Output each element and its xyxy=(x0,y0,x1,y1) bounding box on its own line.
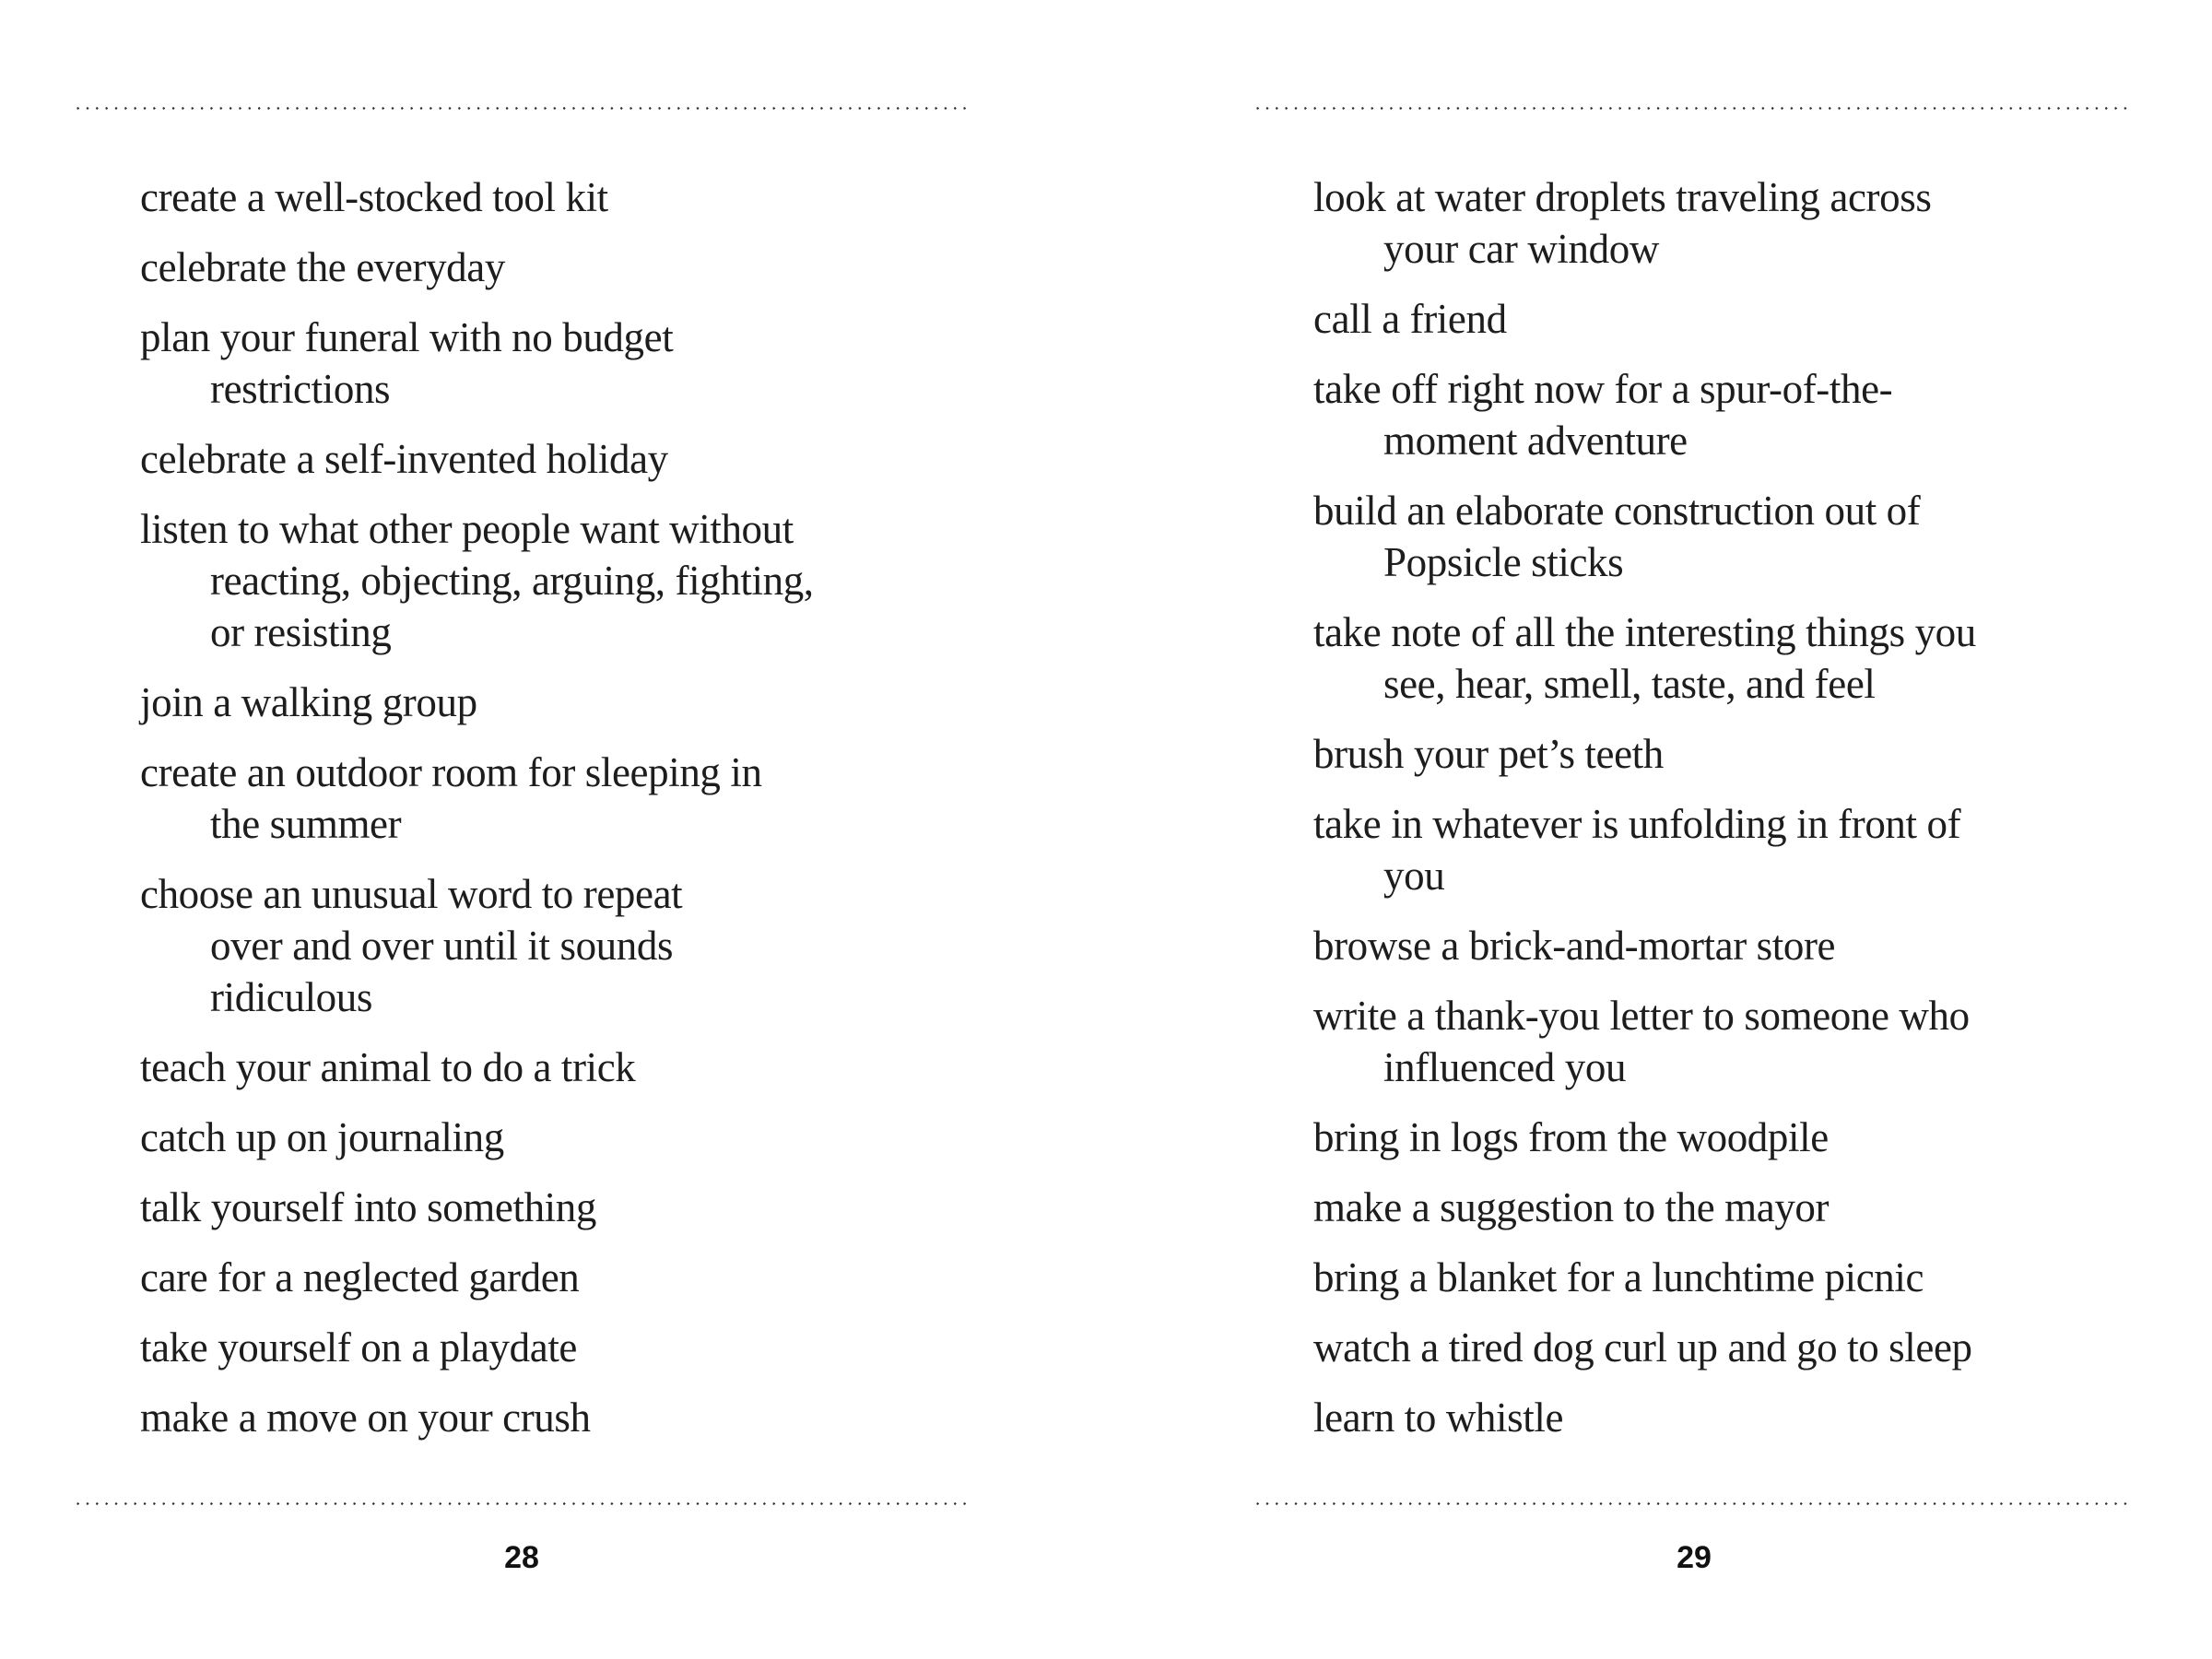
list-item xyxy=(1313,1182,2189,1233)
item-line: call a friend xyxy=(1313,296,1507,342)
page-number-right: 29 xyxy=(1677,1540,1712,1575)
item-line-continuation: see, hear, smell, taste, and feel xyxy=(1383,661,1876,707)
item-line-continuation: restrictions xyxy=(210,366,391,412)
list-item xyxy=(140,433,1053,485)
item-line: celebrate a self-invented holiday xyxy=(140,436,668,482)
activity-list-right-page xyxy=(1313,171,2189,1443)
item-line: make a suggestion to the mayor xyxy=(1313,1184,1830,1230)
list-item xyxy=(1313,1322,2189,1373)
list-item xyxy=(140,868,1053,1023)
list-item xyxy=(1313,363,2189,466)
item-line: watch a tired dog curl up and go to sleep xyxy=(1313,1324,1972,1371)
list-item xyxy=(140,1182,1053,1233)
list-item xyxy=(140,677,1053,728)
list-item xyxy=(1313,1112,2189,1163)
item-line: brush your pet’s teeth xyxy=(1313,731,1664,777)
list-item xyxy=(1313,990,2189,1093)
activity-list-left-page xyxy=(140,171,1053,1443)
item-line: celebrate the everyday xyxy=(140,244,505,290)
list-item xyxy=(1313,1252,2189,1303)
list-item xyxy=(1313,1392,2189,1443)
item-line: bring a blanket for a lunchtime picnic xyxy=(1313,1254,1924,1300)
list-item xyxy=(140,747,1053,850)
item-line: join a walking group xyxy=(140,679,477,725)
page-number-left: 28 xyxy=(504,1540,539,1575)
list-item xyxy=(1313,293,2189,345)
list-item xyxy=(1313,171,2189,275)
dotted-rule-top-left-page xyxy=(76,106,969,111)
list-item xyxy=(1313,798,2189,901)
item-line-continuation: your car window xyxy=(1383,226,1659,272)
item-line: write a thank-you letter to someone who xyxy=(1313,993,1970,1039)
item-line: build an elaborate construction out of xyxy=(1313,488,1921,534)
item-line-continuation: the summer xyxy=(210,801,402,847)
item-line-continuation: reacting, objecting, arguing, fighting, xyxy=(210,558,814,604)
item-line: teach your animal to do a trick xyxy=(140,1044,636,1090)
list-item xyxy=(140,1252,1053,1303)
item-line: browse a brick-and-mortar store xyxy=(1313,923,1836,969)
item-line: catch up on journaling xyxy=(140,1114,504,1160)
item-line: make a move on your crush xyxy=(140,1394,591,1441)
list-item xyxy=(140,1322,1053,1373)
item-line-continuation: Popsicle sticks xyxy=(1383,539,1624,585)
item-line: plan your funeral with no budget xyxy=(140,314,674,360)
item-line-continuation: over and over until it sounds xyxy=(210,923,674,969)
list-item xyxy=(140,1112,1053,1163)
item-line: care for a neglected garden xyxy=(140,1254,580,1300)
item-line: bring in logs from the woodpile xyxy=(1313,1114,1829,1160)
item-line-continuation: you xyxy=(1383,853,1445,899)
item-line: take note of all the interesting things you xyxy=(1313,609,1976,655)
item-line: take off right now for a spur-of-the- xyxy=(1313,366,1893,412)
list-item xyxy=(1313,606,2189,710)
item-line: listen to what other people want without xyxy=(140,506,794,552)
dotted-rule-bottom-left-page xyxy=(76,1501,969,1506)
list-item xyxy=(1313,485,2189,588)
item-line: take in whatever is unfolding in front of xyxy=(1313,801,1961,847)
item-line: look at water droplets traveling across xyxy=(1313,174,1932,220)
dotted-rule-top-right-page xyxy=(1255,106,2134,111)
item-line-continuation: influenced you xyxy=(1383,1044,1627,1090)
item-line: create an outdoor room for sleeping in xyxy=(140,749,762,795)
list-item xyxy=(140,241,1053,293)
list-item xyxy=(140,1041,1053,1093)
item-line-continuation: ridiculous xyxy=(210,974,372,1020)
list-item xyxy=(140,171,1053,223)
item-line: create a well-stocked tool kit xyxy=(140,174,608,220)
item-line: take yourself on a playdate xyxy=(140,1324,578,1371)
list-item xyxy=(1313,728,2189,780)
list-item xyxy=(140,503,1053,658)
dotted-rule-bottom-right-page xyxy=(1255,1501,2134,1506)
item-line: learn to whistle xyxy=(1313,1394,1564,1441)
item-line-continuation: or resisting xyxy=(210,609,392,655)
item-line: talk yourself into something xyxy=(140,1184,596,1230)
list-item xyxy=(1313,920,2189,971)
item-line: choose an unusual word to repeat xyxy=(140,871,683,917)
list-item xyxy=(140,312,1053,415)
item-line-continuation: moment adventure xyxy=(1383,418,1688,464)
list-item xyxy=(140,1392,1053,1443)
